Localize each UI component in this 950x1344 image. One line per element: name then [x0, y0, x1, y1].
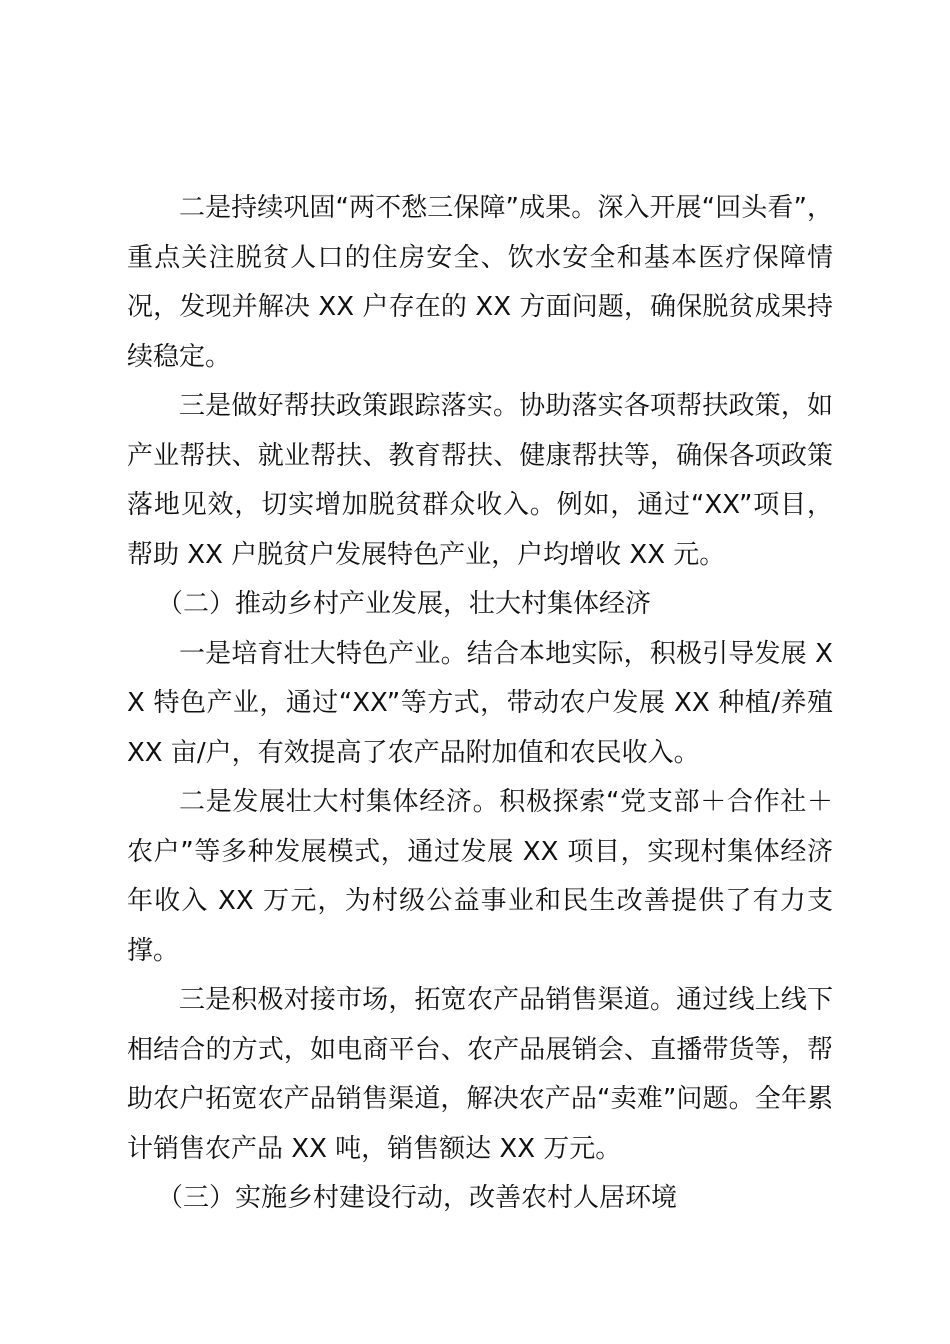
paragraph-policy-implementation: 三是做好帮扶政策跟踪落实。协助落实各项帮扶政策，如产业帮扶、就业帮扶、教育帮扶、健康帮扶等，确保各项政策落地见效，切实增加脱贫群众收入。例如，通过“XX”项目，帮助 XX 户脱贫户发展特色产业，户均增收 XX 元。: [127, 391, 833, 570]
section-heading-industry-development: （二）推动乡村产业发展，壮大村集体经济: [157, 589, 652, 619]
paragraph-collective-economy: 二是发展壮大村集体经济。积极探索“党支部＋合作社＋农户”等多种发展模式，通过发展 XX 项目，实现村集体经济年收入 XX 万元，为村级公益事业和民生改善提供了有力支撑。: [127, 787, 833, 966]
paragraph-sales-channels: 三是积极对接市场，拓宽农产品销售渠道。通过线上线下相结合的方式，如电商平台、农产品展销会、直播带货等，帮助农户拓宽农产品销售渠道，解决农产品“卖难”问题。全年累计销售农产品 XX 吨，销售额达 XX 万元。: [127, 985, 833, 1164]
paragraph-characteristic-industry: 一是培育壮大特色产业。结合本地实际，积极引导发展 XX 特色产业，通过“XX”等方式，带动农户发展 XX 种植/养殖 XX 亩/户，有效提高了农产品附加值和农民收入。: [127, 638, 842, 768]
paragraph-consolidate-guarantees: 二是持续巩固“两不愁三保障”成果。深入开展“回头看”，重点关注脱贫人口的住房安全、饮水安全和基本医疗保障情况，发现并解决 XX 户存在的 XX 方面问题，确保脱贫成果持续稳定。: [127, 193, 833, 372]
section-heading-rural-construction: （三）实施乡村建设行动，改善农村人居环境: [157, 1183, 678, 1213]
document-body: [127, 184, 842, 1224]
